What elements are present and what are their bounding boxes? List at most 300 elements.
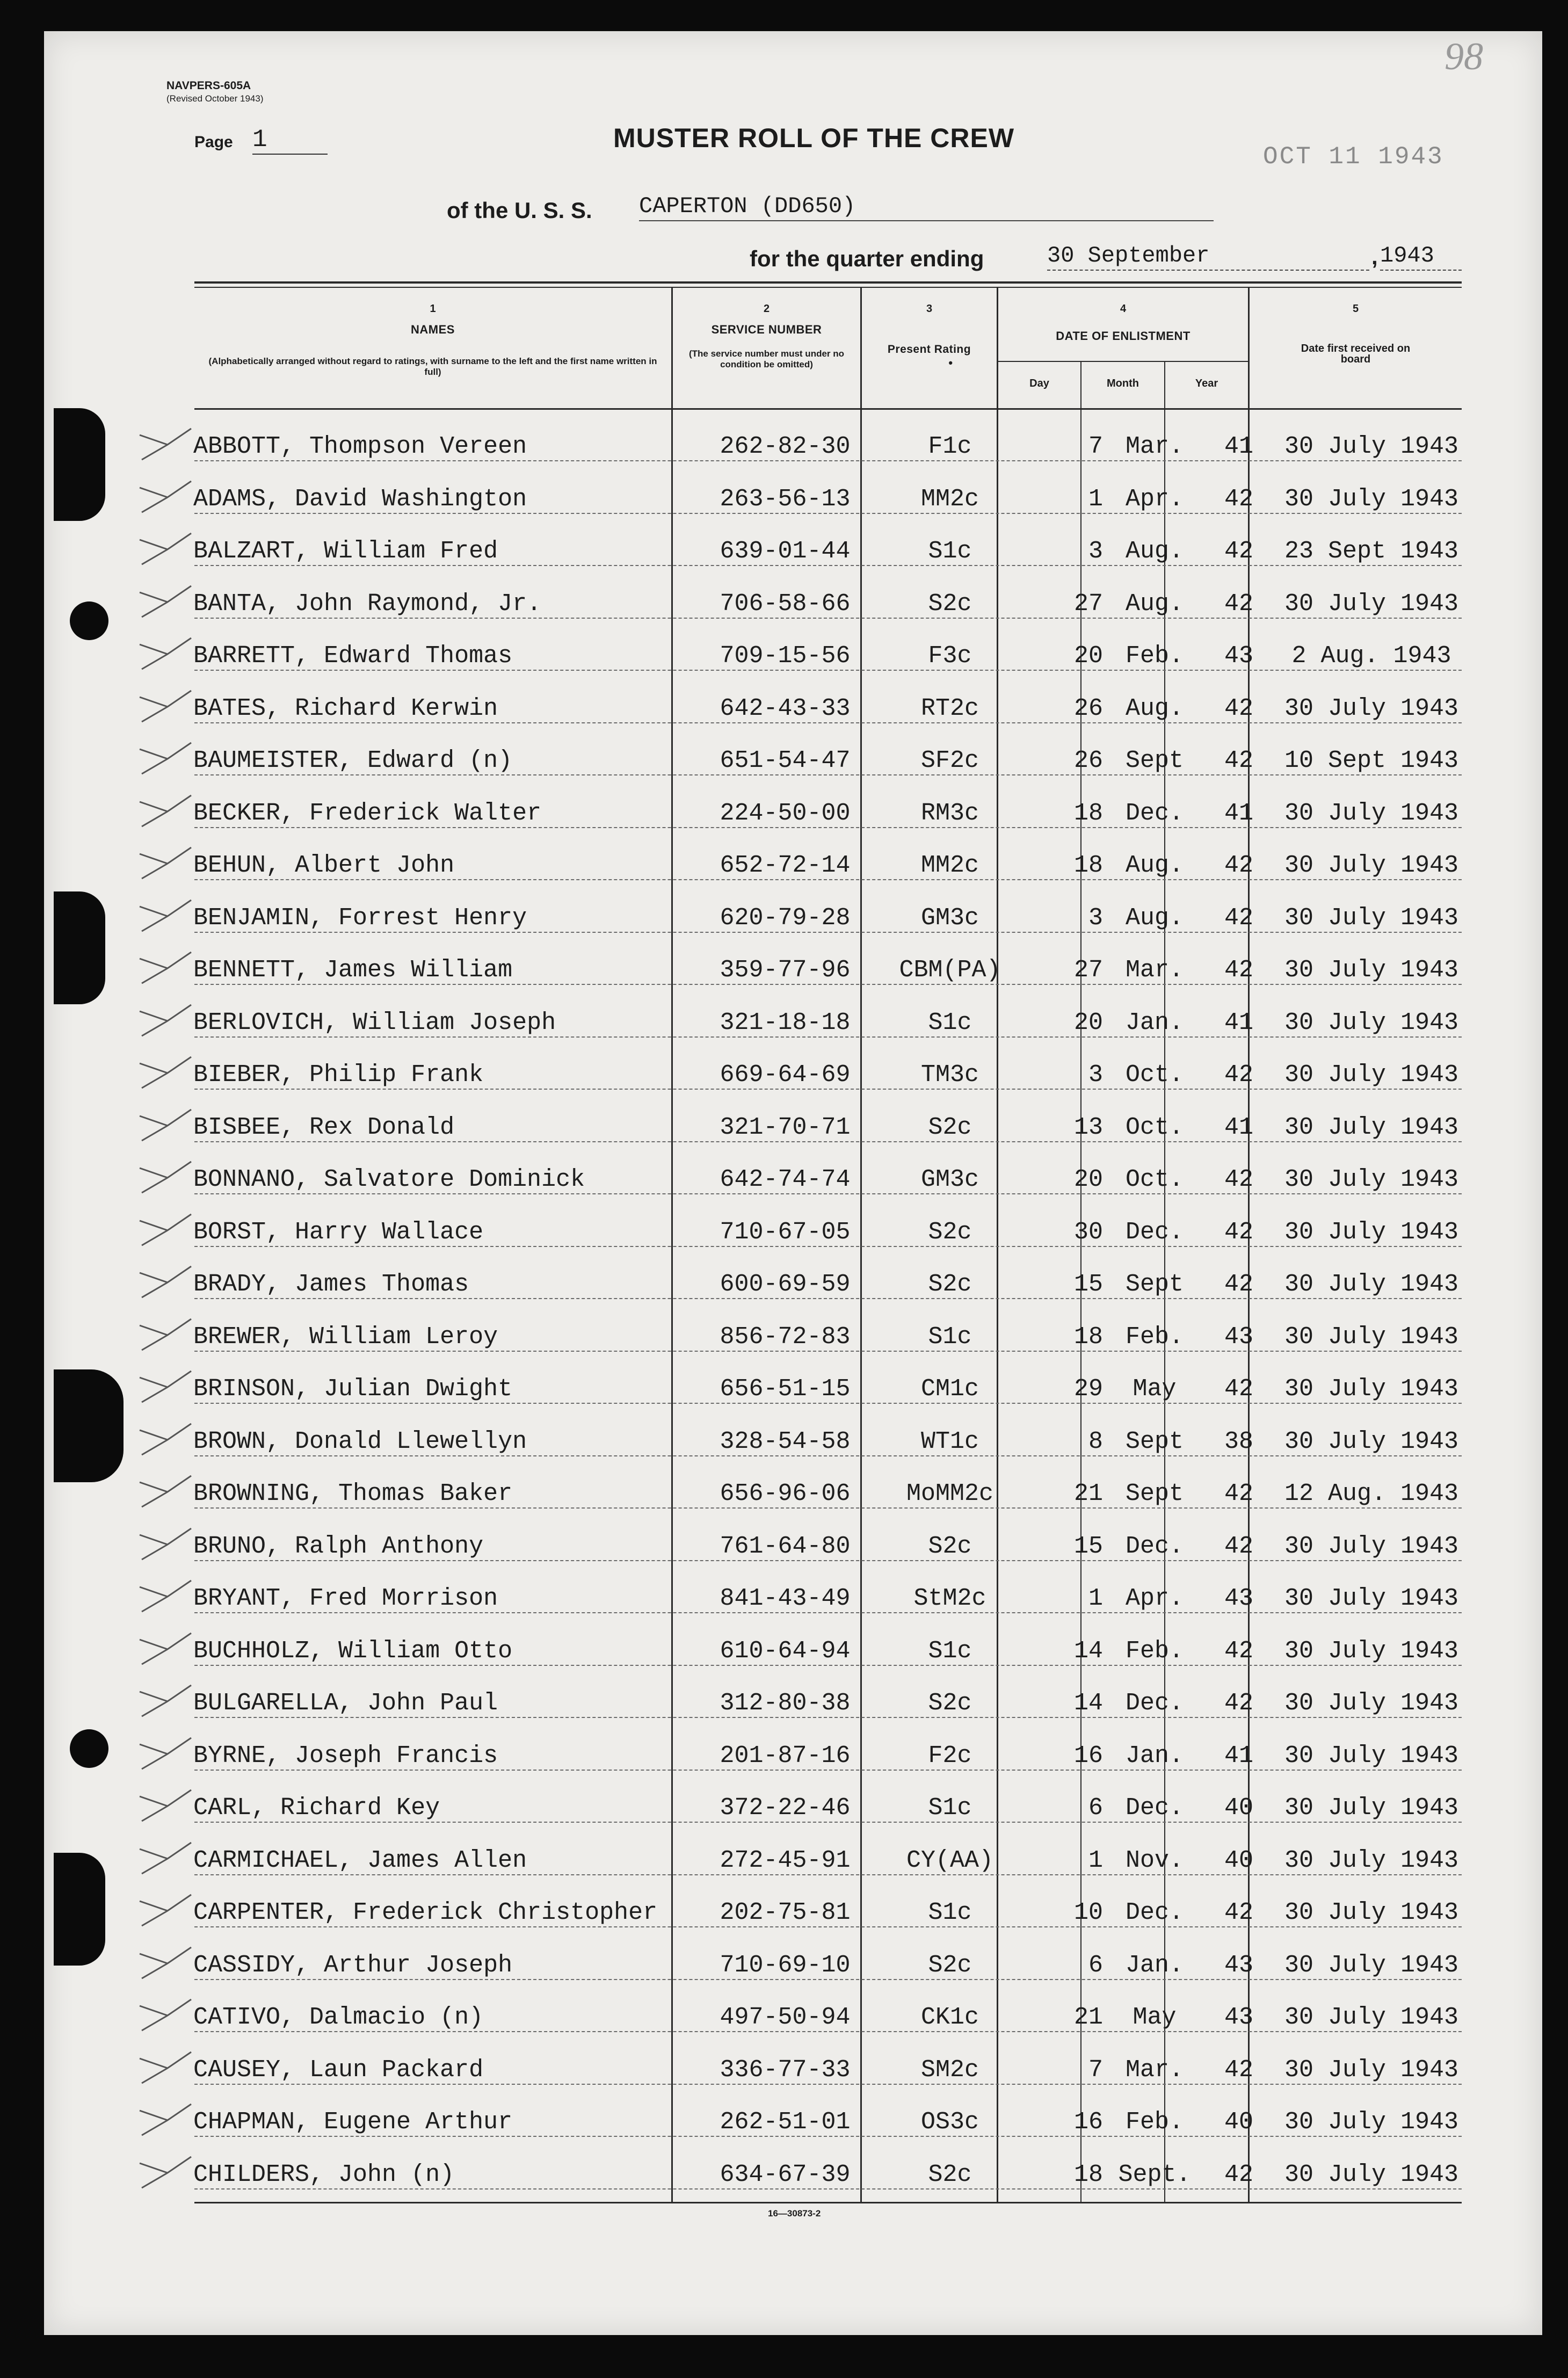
date-received: 30 July 1943: [1284, 694, 1459, 722]
check-mark-icon: [135, 1996, 194, 2034]
page-label: Page: [194, 133, 233, 151]
enlist-year: 42: [1224, 485, 1253, 513]
date-received: 30 July 1943: [1284, 485, 1459, 513]
table-row: [194, 417, 1462, 470]
date-received: 30 July 1943: [1284, 852, 1459, 879]
date-received: 30 July 1943: [1284, 1009, 1459, 1036]
service-number: 321-70-71: [720, 1113, 851, 1141]
service-number: 642-74-74: [720, 1166, 851, 1193]
enlist-month: Mar.: [1125, 433, 1184, 460]
col-enlistment-header: 4 DATE OF ENLISTMENT: [1056, 303, 1190, 343]
service-number: 321-18-18: [720, 1009, 851, 1036]
present-rating: MM2c: [920, 852, 979, 879]
enlist-month: Feb.: [1125, 1323, 1184, 1351]
enlist-month: Mar.: [1125, 2056, 1184, 2084]
check-mark-icon: [135, 1002, 194, 1039]
enlist-month: May: [1133, 2004, 1177, 2031]
present-rating: S1c: [928, 538, 972, 565]
present-rating: S1c: [928, 1794, 972, 1822]
date-received: 30 July 1943: [1284, 1532, 1459, 1560]
table-row: [194, 1778, 1462, 1831]
present-rating: RT2c: [920, 694, 979, 722]
enlist-month: Dec.: [1125, 799, 1184, 827]
crew-name: CAUSEY, Laun Packard: [193, 2056, 484, 2084]
enlist-year: 42: [1224, 904, 1253, 932]
enlist-day: 1: [1088, 1846, 1103, 1874]
enlist-month: Aug.: [1125, 694, 1184, 722]
enlist-day: 7: [1088, 2056, 1103, 2084]
check-mark-icon: [135, 1420, 194, 1458]
check-mark-icon: [135, 583, 194, 620]
ship-label: of the U. S. S.: [447, 198, 592, 223]
enlist-month: Dec.: [1125, 1690, 1184, 1717]
table-row: [194, 574, 1462, 627]
enlist-year: 43: [1224, 1585, 1253, 1612]
check-mark-icon: [135, 1368, 194, 1405]
binder-hole: [70, 601, 108, 640]
enlist-month: Oct.: [1125, 1113, 1184, 1141]
date-received: 30 July 1943: [1284, 2108, 1459, 2136]
service-number: 634-67-39: [720, 2160, 851, 2188]
crew-name: BULGARELLA, John Paul: [193, 1690, 498, 1717]
service-number: 709-15-56: [720, 642, 851, 670]
date-received: 30 July 1943: [1284, 590, 1459, 618]
enlist-year: 42: [1224, 956, 1253, 984]
enlist-month: Dec.: [1125, 1899, 1184, 1926]
check-mark-icon: [135, 792, 194, 830]
enlist-year: 40: [1224, 2108, 1253, 2136]
check-mark-icon: [135, 2154, 194, 2191]
enlist-day: 8: [1088, 1427, 1103, 1455]
enlist-month: Apr.: [1125, 1585, 1184, 1612]
enlist-month: Mar.: [1125, 956, 1184, 984]
enlist-day: 29: [1073, 1375, 1103, 1403]
table-row: [194, 940, 1462, 994]
present-rating: S2c: [928, 2160, 972, 2188]
table-bottom-rule: [194, 2202, 1462, 2203]
table-row: [194, 1726, 1462, 1779]
enlist-day: 10: [1073, 1899, 1103, 1926]
table-row: [194, 1045, 1462, 1098]
date-received: 30 July 1943: [1284, 1427, 1459, 1455]
present-rating: GM3c: [920, 904, 979, 932]
enlist-day: 27: [1073, 956, 1103, 984]
enlist-year: 43: [1224, 1951, 1253, 1979]
table-row: [194, 1150, 1462, 1203]
service-number: 262-82-30: [720, 433, 851, 460]
crew-table: [194, 281, 1462, 2205]
date-received: 30 July 1943: [1284, 2004, 1459, 2031]
service-number: 669-64-69: [720, 1061, 851, 1089]
service-number: 263-56-13: [720, 485, 851, 513]
quarter-label: for the quarter ending: [750, 246, 984, 271]
check-mark-icon: [135, 530, 194, 568]
date-received: 23 Sept 1943: [1284, 538, 1459, 565]
enlist-month: Sept: [1125, 1480, 1184, 1507]
enlist-day: 20: [1073, 642, 1103, 670]
check-mark-icon: [135, 1158, 194, 1196]
table-row: [194, 1412, 1462, 1465]
service-number: 372-22-46: [720, 1794, 851, 1822]
table-row: [194, 993, 1462, 1046]
date-received: 30 July 1943: [1284, 799, 1459, 827]
present-rating: S2c: [928, 590, 972, 618]
present-rating: S2c: [928, 1218, 972, 1246]
table-row: [194, 1202, 1462, 1256]
col-rating-header: 3 Present Rating •: [887, 303, 971, 369]
present-rating: S1c: [928, 1899, 972, 1926]
crew-name: BECKER, Frederick Walter: [193, 799, 542, 827]
date-received: 30 July 1943: [1284, 1375, 1459, 1403]
service-number: 600-69-59: [720, 1271, 851, 1298]
crew-name: BONNANO, Salvatore Dominick: [193, 1166, 585, 1193]
check-mark-icon: [135, 740, 194, 777]
page-title: MUSTER ROLL OF THE CREW: [613, 123, 1015, 153]
crew-name: BARRETT, Edward Thomas: [193, 642, 513, 670]
check-mark-icon: [135, 2049, 194, 2086]
binder-hole: [70, 1729, 108, 1768]
crew-name: BAUMEISTER, Edward (n): [193, 747, 513, 774]
service-number: 497-50-94: [720, 2004, 851, 2031]
crew-name: CATIVO, Dalmacio (n): [193, 2004, 484, 2031]
service-number: 651-54-47: [720, 747, 851, 774]
crew-name: BERLOVICH, William Joseph: [193, 1009, 556, 1036]
date-stamp: OCT 11 1943: [1263, 143, 1444, 171]
present-rating: S1c: [928, 1009, 972, 1036]
present-rating: OS3c: [920, 2108, 979, 2136]
service-number: 761-64-80: [720, 1532, 851, 1560]
table-top-rule-2: [194, 287, 1462, 288]
enlist-day: 21: [1073, 2004, 1103, 2031]
enlist-year: 42: [1224, 590, 1253, 618]
enlist-month: Feb.: [1125, 642, 1184, 670]
present-rating: MM2c: [920, 485, 979, 513]
crew-name: BYRNE, Joseph Francis: [193, 1742, 498, 1770]
date-received: 30 July 1943: [1284, 1846, 1459, 1874]
service-number: 262-51-01: [720, 2108, 851, 2136]
service-number: 202-75-81: [720, 1899, 851, 1926]
table-row: [194, 731, 1462, 784]
enlist-day: 7: [1088, 433, 1103, 460]
date-received: 30 July 1943: [1284, 1951, 1459, 1979]
enlist-day: 16: [1073, 2108, 1103, 2136]
date-received: 30 July 1943: [1284, 1271, 1459, 1298]
enlist-year: 42: [1224, 1480, 1253, 1507]
service-number: 620-79-28: [720, 904, 851, 932]
enlist-day: 3: [1088, 538, 1103, 565]
enlist-year: 42: [1224, 1166, 1253, 1193]
enlist-month: Sept.: [1118, 2160, 1191, 2188]
enlist-day: 20: [1073, 1166, 1103, 1193]
enlist-year: 41: [1224, 1742, 1253, 1770]
enlist-month: Feb.: [1125, 2108, 1184, 2136]
check-mark-icon: [135, 1211, 194, 1249]
check-mark-icon: [135, 478, 194, 516]
date-received: 30 July 1943: [1284, 2160, 1459, 2188]
table-row: [194, 1255, 1462, 1308]
table-row: [194, 2040, 1462, 2093]
enlist-day: 6: [1088, 1794, 1103, 1822]
date-received: 30 July 1943: [1284, 1166, 1459, 1193]
crew-name: BATES, Richard Kerwin: [193, 694, 498, 722]
service-number: 656-96-06: [720, 1480, 851, 1507]
table-row: [194, 1464, 1462, 1517]
enlist-day: 18: [1073, 799, 1103, 827]
crew-name: BRADY, James Thomas: [193, 1271, 469, 1298]
binder-clip: [54, 1369, 124, 1482]
binder-clip: [54, 891, 105, 1004]
enlist-month: Oct.: [1125, 1166, 1184, 1193]
table-row: [194, 2145, 1462, 2198]
date-received: 2 Aug. 1943: [1291, 642, 1451, 670]
present-rating: SM2c: [920, 2056, 979, 2084]
quarter-year: 1943: [1380, 242, 1462, 271]
enlist-month: Sept: [1125, 747, 1184, 774]
service-number: 856-72-83: [720, 1323, 851, 1351]
table-row: [194, 469, 1462, 523]
comma: ,: [1371, 244, 1378, 269]
table-row: [194, 2092, 1462, 2145]
service-number: 610-64-94: [720, 1637, 851, 1665]
crew-name: BROWNING, Thomas Baker: [193, 1480, 513, 1507]
enlist-month: Dec.: [1125, 1794, 1184, 1822]
check-mark-icon: [135, 687, 194, 725]
present-rating: F2c: [928, 1742, 972, 1770]
check-mark-icon: [135, 1839, 194, 1877]
enlist-year: 41: [1224, 433, 1253, 460]
check-mark-icon: [135, 1577, 194, 1615]
check-mark-icon: [135, 425, 194, 463]
enlist-month: Aug.: [1125, 904, 1184, 932]
page-number: 1: [252, 126, 328, 155]
check-mark-icon: [135, 1630, 194, 1668]
crew-name: BENJAMIN, Forrest Henry: [193, 904, 527, 932]
crew-name: CHAPMAN, Eugene Arthur: [193, 2108, 513, 2136]
enlist-month: Nov.: [1125, 1846, 1184, 1874]
enlist-month: Sept: [1125, 1427, 1184, 1455]
enlist-month: Oct.: [1125, 1061, 1184, 1089]
check-mark-icon: [135, 2101, 194, 2138]
enlist-year: 43: [1224, 642, 1253, 670]
enlist-year: 40: [1224, 1846, 1253, 1874]
enlist-day: 6: [1088, 1951, 1103, 1979]
service-number: 710-67-05: [720, 1218, 851, 1246]
enlist-day: 27: [1073, 590, 1103, 618]
present-rating: F3c: [928, 642, 972, 670]
enlist-day: 15: [1073, 1532, 1103, 1560]
present-rating: F1c: [928, 433, 972, 460]
enlist-year: 41: [1224, 1009, 1253, 1036]
enlist-month: Aug.: [1125, 538, 1184, 565]
table-row: [194, 1883, 1462, 1936]
check-mark-icon: [135, 897, 194, 934]
form-revision: (Revised October 1943): [166, 93, 264, 104]
table-top-rule: [194, 281, 1462, 284]
date-received: 30 July 1943: [1284, 1323, 1459, 1351]
crew-name: BUCHHOLZ, William Otto: [193, 1637, 513, 1665]
crew-name: BRINSON, Julian Dwight: [193, 1375, 513, 1403]
crew-name: ABBOTT, Thompson Vereen: [193, 433, 527, 460]
date-received: 30 July 1943: [1284, 1218, 1459, 1246]
crew-name: BRUNO, Ralph Anthony: [193, 1532, 484, 1560]
date-received: 30 July 1943: [1284, 1637, 1459, 1665]
crew-name: CARL, Richard Key: [193, 1794, 440, 1822]
enlistment-sub-rule: [997, 361, 1248, 362]
date-received: 10 Sept 1943: [1284, 747, 1459, 774]
enlist-year: 42: [1224, 538, 1253, 565]
table-row: [194, 888, 1462, 941]
col-day-header: Day: [1029, 378, 1049, 389]
enlist-month: Sept: [1125, 1271, 1184, 1298]
check-mark-icon: [135, 1054, 194, 1091]
enlist-day: 18: [1073, 852, 1103, 879]
enlist-year: 40: [1224, 1794, 1253, 1822]
col-month-header: Month: [1107, 378, 1139, 389]
present-rating: CM1c: [920, 1375, 979, 1403]
crew-name: BENNETT, James William: [193, 956, 513, 984]
enlist-year: 43: [1224, 2004, 1253, 2031]
enlist-month: Jan.: [1125, 1742, 1184, 1770]
table-row: [194, 1673, 1462, 1727]
enlist-month: Dec.: [1125, 1532, 1184, 1560]
footer-code: 16—30873-2: [768, 2208, 821, 2218]
service-number: 359-77-96: [720, 956, 851, 984]
crew-name: BORST, Harry Wallace: [193, 1218, 484, 1246]
enlist-year: 38: [1224, 1427, 1253, 1455]
crew-name: BANTA, John Raymond, Jr.: [193, 590, 542, 618]
crew-name: BREWER, William Leroy: [193, 1323, 498, 1351]
check-mark-icon: [135, 1735, 194, 1772]
col-year-header: Year: [1195, 378, 1218, 389]
check-mark-icon: [135, 1787, 194, 1824]
table-row: [194, 1098, 1462, 1151]
check-mark-icon: [135, 1473, 194, 1510]
enlist-year: 41: [1224, 799, 1253, 827]
check-mark-icon: [135, 1106, 194, 1144]
service-number: 328-54-58: [720, 1427, 851, 1455]
crew-name: BALZART, William Fred: [193, 538, 498, 565]
enlist-day: 26: [1073, 747, 1103, 774]
date-received: 30 July 1943: [1284, 904, 1459, 932]
col-service-header: 2 SERVICE NUMBER (The service number must under no condition be omitted): [688, 303, 845, 369]
check-mark-icon: [135, 1316, 194, 1353]
present-rating: S1c: [928, 1323, 972, 1351]
enlist-day: 13: [1073, 1113, 1103, 1141]
table-row: [194, 626, 1462, 679]
present-rating: S2c: [928, 1532, 972, 1560]
service-number: 652-72-14: [720, 852, 851, 879]
date-received: 30 July 1943: [1284, 1794, 1459, 1822]
enlist-month: Jan.: [1125, 1009, 1184, 1036]
crew-name: BEHUN, Albert John: [193, 852, 455, 879]
date-received: 30 July 1943: [1284, 956, 1459, 984]
crew-name: BISBEE, Rex Donald: [193, 1113, 455, 1141]
enlist-year: 42: [1224, 694, 1253, 722]
enlist-month: May: [1133, 1375, 1177, 1403]
service-number: 841-43-49: [720, 1585, 851, 1612]
table-row: [194, 1935, 1462, 1989]
enlist-month: Aug.: [1125, 590, 1184, 618]
service-number: 336-77-33: [720, 2056, 851, 2084]
enlist-year: 42: [1224, 2160, 1253, 2188]
table-row: [194, 1831, 1462, 1884]
check-mark-icon: [135, 949, 194, 987]
crew-name: CHILDERS, John (n): [193, 2160, 455, 2188]
table-row: [194, 1621, 1462, 1674]
service-number: 224-50-00: [720, 799, 851, 827]
enlist-day: 30: [1073, 1218, 1103, 1246]
present-rating: S2c: [928, 1271, 972, 1298]
enlist-year: 41: [1224, 1113, 1253, 1141]
table-row: [194, 1569, 1462, 1622]
enlist-day: 14: [1073, 1637, 1103, 1665]
present-rating: S2c: [928, 1951, 972, 1979]
crew-name: CARPENTER, Frederick Christopher: [193, 1899, 658, 1926]
service-number: 201-87-16: [720, 1742, 851, 1770]
enlist-year: 42: [1224, 1637, 1253, 1665]
enlist-year: 42: [1224, 852, 1253, 879]
check-mark-icon: [135, 1944, 194, 1982]
present-rating: CK1c: [920, 2004, 979, 2031]
enlist-day: 3: [1088, 904, 1103, 932]
present-rating: WT1c: [920, 1427, 979, 1455]
enlist-day: 21: [1073, 1480, 1103, 1507]
enlist-year: 42: [1224, 747, 1253, 774]
service-number: 642-43-33: [720, 694, 851, 722]
date-received: 30 July 1943: [1284, 433, 1459, 460]
check-mark-icon: [135, 1682, 194, 1720]
check-mark-icon: [135, 1891, 194, 1929]
present-rating: TM3c: [920, 1061, 979, 1089]
service-number: 272-45-91: [720, 1846, 851, 1874]
corner-mark: 98: [1444, 35, 1483, 78]
present-rating: MoMM2c: [906, 1480, 994, 1507]
service-number: 706-58-66: [720, 590, 851, 618]
table-row: [194, 1988, 1462, 2041]
enlist-month: Apr.: [1125, 485, 1184, 513]
crew-name: CASSIDY, Arthur Joseph: [193, 1951, 513, 1979]
crew-name: BRYANT, Fred Morrison: [193, 1585, 498, 1612]
date-received: 30 July 1943: [1284, 1742, 1459, 1770]
enlist-month: Feb.: [1125, 1637, 1184, 1665]
enlist-month: Aug.: [1125, 852, 1184, 879]
enlist-day: 3: [1088, 1061, 1103, 1089]
date-received: 30 July 1943: [1284, 1899, 1459, 1926]
crew-name: BIEBER, Philip Frank: [193, 1061, 484, 1089]
crew-name: CARMICHAEL, James Allen: [193, 1846, 527, 1874]
enlist-year: 42: [1224, 1061, 1253, 1089]
enlist-day: 18: [1073, 2160, 1103, 2188]
enlist-day: 26: [1073, 694, 1103, 722]
table-row: [194, 1359, 1462, 1412]
present-rating: S2c: [928, 1690, 972, 1717]
present-rating: RM3c: [920, 799, 979, 827]
present-rating: CY(AA): [906, 1846, 994, 1874]
present-rating: StM2c: [913, 1585, 986, 1612]
ship-name: CAPERTON (DD650): [639, 192, 1214, 221]
enlist-day: 18: [1073, 1323, 1103, 1351]
enlist-day: 16: [1073, 1742, 1103, 1770]
date-received: 12 Aug. 1943: [1284, 1480, 1459, 1507]
enlist-year: 42: [1224, 1532, 1253, 1560]
enlist-year: 42: [1224, 2056, 1253, 2084]
enlist-month: Jan.: [1125, 1951, 1184, 1979]
enlist-year: 42: [1224, 1218, 1253, 1246]
date-received: 30 July 1943: [1284, 2056, 1459, 2084]
binder-clip: [54, 1853, 105, 1966]
crew-name: ADAMS, David Washington: [193, 485, 527, 513]
service-number: 710-69-10: [720, 1951, 851, 1979]
